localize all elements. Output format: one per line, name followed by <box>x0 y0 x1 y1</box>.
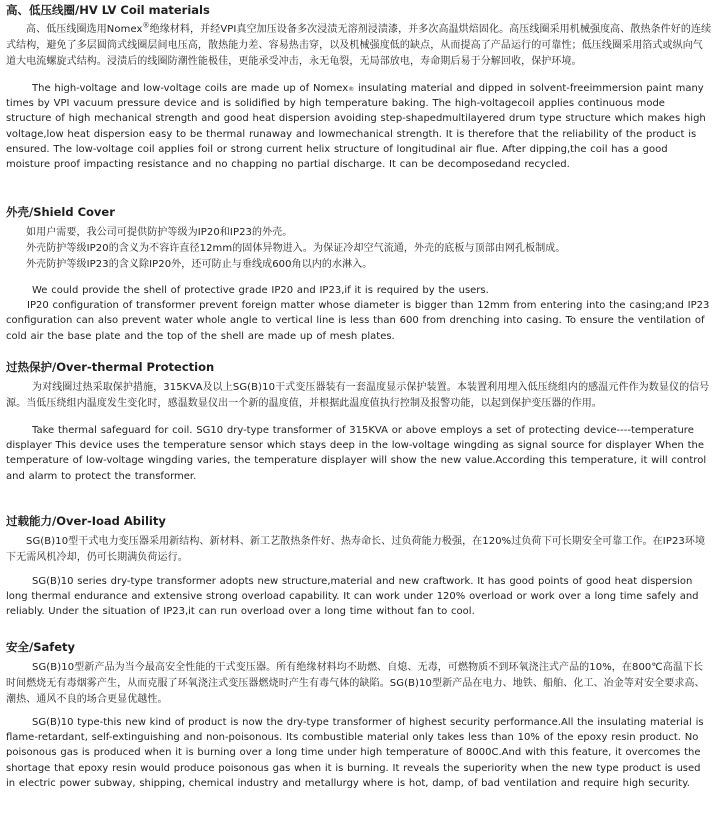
coil-cn-text-a: 高、低压线圈选用Nomex <box>26 24 143 35</box>
coil-en-text-b: insulating material and dipped in solvent-freeimmersion paint many times by VPI vacuum pressure device and is solidified by high temperature baking. The high-voltagecoil applies continuous mode structure of high mechanical strength and good heat dispersion avoiding step-shapedmultilayered drum type structure which makes high voltage,low heat dispersion easy to be thermal runaway and lowmechanical strength. It is therefore that the reliability of the product is ensured. The low-voltage coil applies foil or strong current helix structure of longitudinal air flue. After dipping,the coil has a good moisture proof impacting resistance and no chapping no partial discharge. It can be decomposedand recycled. <box>6 83 706 171</box>
registered-mark-en: ® <box>348 86 355 93</box>
shell-english-paragraph: IP20 configuration of transformer prevent foreign matter whose diameter is bigger than 12mm from entering into the casing;and IP23 configuration can also prevent water whole angle to vertical line is less than 600 from drenching into casing. To ensure the ventilation of cold air the base plate and the top of the shell are made up of mesh plates. <box>6 300 710 342</box>
overload-chinese-paragraph: SG(B)10型干式电力变压器采用新结构、新材料、新工艺散热条件好、热寿命长、过负荷能力极强，在120%过负荷下可长期安全可靠工作。在IP23环境下无需风机冷却，仍可长期满负荷运行。 <box>6 536 706 563</box>
shell-chinese-lines <box>6 225 712 273</box>
section-title-overload: 过载能力/Over-Ioad Ability <box>6 514 166 528</box>
section-title-safety: 安全/Safety <box>6 640 76 654</box>
section-safety <box>6 640 712 791</box>
coil-cn-text-b: 绝缘材料，并经VPI真空加压设备多次浸渍无溶剂浸渍漆，并多次高温烘焙固化。高压线圈采用机械强度高、散热条件好的连续式结构，避免了多层圆筒式线圈层间电压高，散热能力差、容易热击穿，以及机械强度低的缺点，从而提高了产品运行的可靠性；低压线圈采用箔式或纵向气道大电流螺旋式结构。浸渍后的线圈防潮性能极佳，更能承受冲击，永无龟裂，无局部放电，寿命期后易于分解回收，保护环境。 <box>6 24 712 67</box>
section-coil-materials <box>6 3 712 172</box>
section-title-thermal: 过热保护/Over-thermal Protection <box>6 360 215 374</box>
shell-cn-line: 外壳防护等级IP20的含义为不容许直径12mm的固体异物进入。为保证冷却空气流通，外壳的底板与顶部由网孔板制成。 <box>26 243 566 254</box>
overload-english-paragraph: SG(B)10 series dry-type transformer adopts new structure,material and new craftwork. It has good points of good heat dispersion long thermal endurance and extensive strong overload capability. It can work under 120% overload or work over a long time safely and reliably. Under the situation of IP23,it can run overload over a long time without fan to cool. <box>6 576 699 618</box>
shell-english-line-1: We could provide the shell of protective grade IP20 and IP23,if it is required by the users. <box>32 285 489 296</box>
registered-mark: ® <box>142 21 150 30</box>
thermal-english-paragraph: Take thermal safeguard for coil. SG10 dry-type transformer of 315KVA or above employs a set of protecting device----temperature displayer This device uses the temperature sensor which stays deep in the low-voltage wingding as signal source for displayer When the temperature of low-voltage wingding varies, the temperature displayer will show the new value.According this temperature, it will control and alarm to protect the transformer. <box>6 425 707 482</box>
coil-chinese-paragraph <box>6 22 712 70</box>
coil-english-paragraph <box>6 81 712 172</box>
section-over-thermal <box>6 360 712 484</box>
thermal-chinese-paragraph: 为对线圈过热采取保护措施，315KVA及以上SG(B)10干式变压器装有一套温度显示保护装置。本装置利用埋入低压绕组内的感温元件作为数显仪的信号源。当低压绕组内温度发生变化时，感温数显仪出一个新的温度值，并根据此温度值执行控制及报警功能，以起到保护变压器的作用。 <box>6 382 710 409</box>
shell-cn-line: 外壳防护等级IP23的含义除IP20外，还可防止与垂线成600角以内的水淋入。 <box>26 259 373 270</box>
safety-english-paragraph: SG(B)10 type-this new kind of product is now the dry-type transformer of highest security performance.All the insulating material is flame-retardant, self-extinguishing and non-poisonous. Its combustible material only takes less than 10% of the epoxy resin product. No poisonous gas is produced when it is burning over a long time under high temperature of 8000C.And with this feature, it overcomes the shortage that epoxy resin would produce poisonous gas when it is burning. It reveals the superiority when the new type product is used in electric power subway, shipping, chemical industry and metallurgy where is hot, damp, of bad ventilation and require high security. <box>6 717 704 789</box>
shell-cn-line: 如用户需要，我公司可提供防护等级为IP20和IP23的外壳。 <box>26 227 293 238</box>
section-overload <box>6 514 712 620</box>
section-title-shell: 外壳/Shield Cover <box>6 205 115 219</box>
coil-en-text-a: The high-voltage and low-voltage coils are made up of Nomex <box>32 83 349 94</box>
safety-chinese-paragraph: SG(B)10型新产品为当今最高安全性能的干式变压器。所有绝缘材料均不助燃、自熄、无毒，可燃物质不到环氧浇注式产品的10%，在800℃高温下长时间燃烧无有毒烟雾产生，从而克服了环氧浇注式变压器燃烧时产生有毒气体的缺陷。SG(B)10型新产品在电力、地铁、船舶、化工、冶金等对安全要求高、潮热、通风不良的场合更显优越性。 <box>6 662 705 705</box>
section-title-coil: 高、低压线圈/HV LV Coil materials <box>6 3 210 17</box>
section-shield-cover <box>6 205 712 344</box>
